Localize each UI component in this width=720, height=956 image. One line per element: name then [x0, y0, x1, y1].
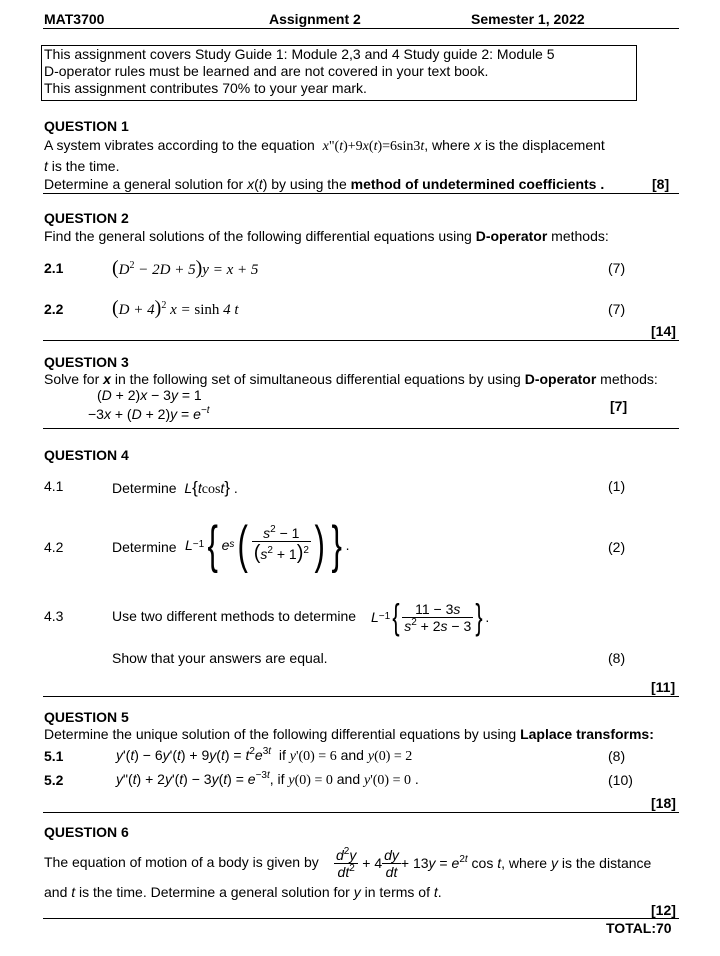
q5-item-1-marks: (8): [608, 748, 626, 764]
q4-item-2-text: Determine: [112, 539, 177, 555]
info-line-3: This assignment contributes 70% to your year mark.: [44, 80, 367, 96]
q6-line-1-text: The equation of motion of a body is given by: [44, 854, 319, 870]
q4-item-3-expr: L −1 { $\frac{11 - 3s}{s^2 + 2s - 3}$ } .: [371, 596, 490, 637]
q3-heading: QUESTION 3: [44, 354, 129, 370]
q2-item-2-num: 2.2: [44, 301, 64, 317]
q2-item-1-equation: $(D^2 - 2D + 5)y = x + 5$: [112, 257, 259, 279]
q4-item-1-num: 4.1: [44, 478, 64, 494]
q1-line-3: Determine a general solution for x(t) by using the method of undetermined coefficients .: [44, 176, 605, 192]
q4-item-3-text: Use two different methods to determine: [112, 608, 357, 624]
q6-marks: [12]: [651, 902, 676, 918]
q1-marks: [8]: [652, 176, 670, 192]
q1-rule: [43, 193, 679, 194]
q3-equation-2: $-3x + (D + 2)y = e^{-t}$: [88, 405, 210, 422]
q2-rule: [43, 340, 679, 341]
q4-item-3-num: 4.3: [44, 608, 64, 624]
q4-item-1-marks: (1): [608, 478, 626, 494]
q2-item-2-marks: (7): [608, 301, 626, 317]
q5-item-1-num: 5.1: [44, 748, 64, 764]
assignment-title: Assignment 2: [269, 11, 361, 27]
q5-rule: [43, 812, 679, 813]
q4-item-1-text: Determine L{tcost} .: [112, 478, 238, 497]
info-line-2: D-operator rules must be learned and are not covered in your text book.: [44, 63, 489, 79]
q3-rule: [43, 428, 679, 429]
q4-item-1-expr: L: [184, 480, 193, 496]
q2-item-1-num: 2.1: [44, 260, 64, 276]
total-marks: TOTAL:70: [606, 920, 672, 936]
q5-item-2-equation: y"(t) + $2y'(t) - 3y(t) = e^{-3t}$, if y(0) = 0 and y'(0) = 0 .: [116, 770, 419, 788]
q6-equation: $\frac{d^2y}{dt^2}$ + 4 $\frac{dy}{dt}$ + $13y = e^{2t}$ cos t , where y is the distance: [336, 845, 652, 880]
course-code: MAT3700: [44, 11, 105, 27]
q4-item-2-expr: L −1 { e s ( $\frac{s^2 - 1}{(s^2 + 1)^2}$ ) } .: [185, 516, 350, 574]
q1-equation: x"(t)+9x(t)=6sin3t: [322, 139, 425, 154]
q3-marks: [7]: [610, 398, 628, 414]
info-line-1: This assignment covers Study Guide 1: Module 2,3 and 4 Study guide 2: Module 5: [44, 46, 555, 62]
q2-item-1-marks: (7): [608, 260, 626, 276]
q2-heading: QUESTION 2: [44, 210, 129, 226]
q6-heading: QUESTION 6: [44, 824, 129, 840]
q3-intro: Solve for x in the following set of simultaneous differential equations by using D-operator methods:: [44, 371, 658, 387]
q4-item-2-num: 4.2: [44, 539, 64, 555]
q2-intro: Find the general solutions of the following differential equations using D-operator methods:: [44, 228, 609, 244]
q4-show-text: Show that your answers are equal.: [112, 650, 328, 666]
header-rule: [43, 28, 679, 29]
q6-line-2: and t is the time. Determine a general solution for y in terms of t.: [44, 884, 442, 900]
q4-rule: [43, 696, 679, 697]
q5-item-2-marks: (10): [608, 772, 633, 788]
info-box: [41, 45, 637, 101]
q4-item-2-marks: (2): [608, 539, 626, 555]
q5-item-1-equation: $y'(t) - 6y'(t) + 9y(t) = t^2e^{3t}$ if y'(0) = 6 and y(0) = 2: [116, 746, 413, 764]
q4-total: [11]: [651, 679, 676, 695]
q3-equation-1: (D + 2)x − 3y = 1: [97, 387, 202, 403]
q5-item-2-num: 5.2: [44, 772, 64, 788]
q2-item-2-equation: $(D + 4)^2$ x = sinh 4 t: [112, 297, 239, 319]
q1-heading: QUESTION 1: [44, 118, 129, 134]
q6-rule: [43, 918, 679, 919]
q1-line-2: t is the time.: [44, 158, 120, 174]
semester: Semester 1, 2022: [471, 11, 585, 27]
q5-intro: Determine the unique solution of the following differential equations by using Laplace transforms:: [44, 726, 654, 742]
q1-line-1: A system vibrates according to the equation x"(t)+9x(t)=6sin3t, where x is the displacement: [44, 137, 605, 154]
q5-total: [18]: [651, 795, 676, 811]
q4-show-marks: (8): [608, 650, 626, 666]
q4-heading: QUESTION 4: [44, 447, 129, 463]
q5-heading: QUESTION 5: [44, 709, 129, 725]
q2-total: [14]: [651, 323, 676, 339]
